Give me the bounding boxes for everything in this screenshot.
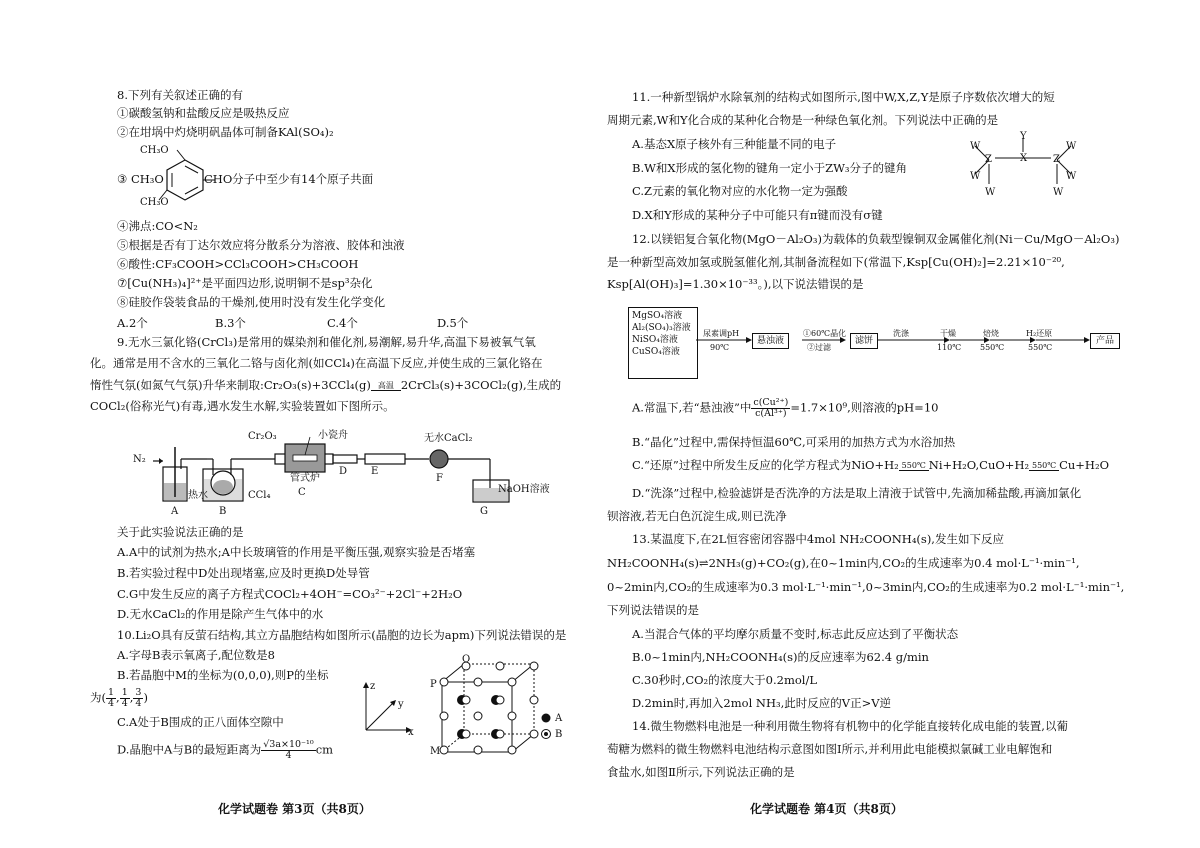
q10-option-d[interactable]: D.晶胞中A与B的最短距离为 $\frac{\text{√3a×10⁻¹⁰}}{4}$ cm xyxy=(117,739,334,761)
flow-input-box: MgSO₄溶液 Al₂(SO₄)₃溶液 NiSO₄溶液 CuSO₄溶液 xyxy=(628,307,698,379)
q9-line-4: COCl₂(俗称光气)有毒,遇水发生水解,实验装置如下图所示。 xyxy=(90,399,395,413)
q9-line-2: 化。通常是用不含水的三氧化二铬与卤化剂(如CCl₄)在高温下反应,并使生成的三氯化铬在 xyxy=(90,356,543,370)
struct-w-6: W xyxy=(1053,187,1064,198)
q8-struct-och3-top: CH₃O xyxy=(140,145,169,156)
atom-b xyxy=(496,696,504,704)
q11-line-2: 周期元素,W和Y化合成的某种化合物是一种绿色氧化剂。下列说法中正确的是 xyxy=(607,113,999,127)
legend-b: B xyxy=(555,729,563,740)
q8-stem: 8.下列有关叙述正确的有 xyxy=(117,88,243,102)
flow-step-1a: 尿素调pH xyxy=(703,329,740,338)
footer-page-4: 化学试题卷 第4页（共8页） xyxy=(750,802,903,816)
q8-option-5: ⑤根据是否有丁达尔效应将分散系分为溶液、胶体和浊液 xyxy=(117,238,405,252)
flow-step-4a: 干燥 xyxy=(940,329,956,338)
q11-option-d[interactable]: D.X和Y形成的某种分子中可能只有π键而没有σ键 xyxy=(632,208,883,222)
label-f: F xyxy=(436,473,443,484)
label-a: A xyxy=(171,506,179,517)
axis-x: x xyxy=(408,727,414,738)
q11-option-c[interactable]: C.Z元素的氧化物对应的水化物一定为强酸 xyxy=(632,184,848,198)
flow-step-5a: 焙烧 xyxy=(983,329,999,338)
label-d: D xyxy=(339,466,348,477)
label-cr2o3: Cr₂O₃ xyxy=(248,431,277,442)
axis-y: y xyxy=(398,699,404,710)
atom-b xyxy=(530,662,538,670)
q8-choice-b[interactable]: B.3个 xyxy=(215,316,246,330)
atom-b xyxy=(440,678,448,686)
q9-apparatus-diagram xyxy=(135,425,565,517)
q12-option-d-line-2: 钡溶液,若无白色沉淀生成,则已洗净 xyxy=(607,509,787,523)
atom-b xyxy=(440,712,448,720)
q9-option-d[interactable]: D.无水CaCl₂的作用是除产生气体中的水 xyxy=(117,607,324,621)
label-e: E xyxy=(371,466,379,477)
q9-line-1: 9.无水三氯化铬(CrCl₃)是常用的媒染剂和催化剂,易潮解,易升华,高温下易被氧气氧 xyxy=(117,335,536,349)
q13-line-4: 下列说法错误的是 xyxy=(607,603,699,617)
q8-option-4: ④沸点:CO<N₂ xyxy=(117,219,198,233)
atom-b xyxy=(530,730,538,738)
q8-option-6: ⑥酸性:CF₃COOH>CCl₃COOH>CH₃COOH xyxy=(117,257,359,271)
q10-option-b-coords: 为( $\frac{1}{4}$ , $\frac{1}{4}$ , $\frac{3}{4}$ ) xyxy=(90,687,148,709)
q8-choice-c[interactable]: C.4个 xyxy=(327,316,358,330)
legend-a: A xyxy=(555,713,563,724)
axis-z: z xyxy=(370,681,376,692)
atom-b xyxy=(530,696,538,704)
q8-option-3-text: 分子中至少有14个原子共面 xyxy=(232,172,374,186)
label-cacl2: 无水CaCl₂ xyxy=(424,433,473,444)
label-naoh: NaOH溶液 xyxy=(498,484,550,495)
q11-option-a[interactable]: A.基态X原子核外有三种能量不同的电子 xyxy=(632,137,837,151)
label-c: C xyxy=(298,487,306,498)
q14-line-3: 食盐水,如图Ⅱ所示,下列说法正确的是 xyxy=(607,765,795,779)
flow-step-6b: 550℃ xyxy=(1028,343,1053,352)
struct-w-5: W xyxy=(1066,171,1077,182)
flow-box-product: 产品 xyxy=(1090,333,1120,349)
flow-step-1b: 90℃ xyxy=(710,343,730,352)
flow-step-4b: 110℃ xyxy=(937,343,962,352)
flow-box-filtercake: 滤饼 xyxy=(850,333,878,349)
atom-b xyxy=(508,746,516,754)
q13-option-b[interactable]: B.0~1min内,NH₂COONH₄(s)的反应速率为62.4 g/min xyxy=(632,650,929,664)
atom-b xyxy=(462,696,470,704)
cell-label-p: P xyxy=(430,679,437,690)
struct-w-1: W xyxy=(970,141,981,152)
flow-step-2b: ②过滤 xyxy=(807,343,831,352)
q10-option-c[interactable]: C.A处于B围成的正八面体空隙中 xyxy=(117,715,284,729)
flow-step-6a: H₂还原 xyxy=(1026,329,1053,338)
unit-cell-atoms xyxy=(432,660,552,760)
struct-x: X xyxy=(1020,153,1028,164)
label-b: B xyxy=(219,506,227,517)
q8-option-1: ①碳酸氢钠和盐酸反应是吸热反应 xyxy=(117,106,290,120)
atom-b xyxy=(496,662,504,670)
atom-b xyxy=(474,746,482,754)
atom-b xyxy=(474,678,482,686)
q9-option-b[interactable]: B.若实验过程中D处出现堵塞,应及时更换D处导管 xyxy=(117,566,370,580)
q12-line-3: Ksp[Al(OH)₃]=1.30×10⁻³³。),以下说法错误的是 xyxy=(607,277,864,291)
struct-z-right: Z xyxy=(1053,154,1060,165)
q8-choice-d[interactable]: D.5个 xyxy=(437,316,469,330)
label-g: G xyxy=(480,506,488,517)
q13-line-3: 0~2min内,CO₂的生成速率为0.3 mol·L⁻¹·min⁻¹,0~3min内,CO₂的生成速率为0.2 mol·L⁻¹·min⁻¹, xyxy=(607,580,1125,594)
q13-option-a[interactable]: A.当混合气体的平均摩尔质量不变时,标志此反应达到了平衡状态 xyxy=(632,627,959,641)
q11-option-b[interactable]: B.W和X形成的氢化物的键角一定小于ZW₃分子的键角 xyxy=(632,161,908,175)
struct-w-4: W xyxy=(1066,141,1077,152)
q12-line-1: 12.以镁铝复合氧化物(MgO－Al₂O₃)为载体的负载型镍铜双金属催化剂(Ni－Cu/MgO－Al₂O₃) xyxy=(632,232,1120,246)
q14-line-2: 萄糖为燃料的微生物燃料电池结构示意图如图Ⅰ所示,并利用此电能模拟氯碱工业电解饱和 xyxy=(607,742,1053,756)
q10-option-b[interactable]: B.若晶胞中M的坐标为(0,0,0),则P的坐标 xyxy=(117,668,329,682)
q10-stem: 10.Li₂O具有反萤石结构,其立方晶胞结构如图所示(晶胞的边长为apm)下列说法错误的是 xyxy=(117,628,567,642)
q9-option-a[interactable]: A.A中的试剂为热水;A中长玻璃管的作用是平衡压强,观察实验是否堵塞 xyxy=(117,545,476,559)
q13-line-2: NH₂COONH₄(s)⇌2NH₃(g)+CO₂(g),在0~1min内,CO₂的生成速率为0.4 mol·L⁻¹·min⁻¹, xyxy=(607,556,1080,570)
q9-ask: 关于此实验说法正确的是 xyxy=(117,525,244,539)
q13-line-1: 13.某温度下,在2L恒容密闭容器中4mol NH₂COONH₄(s),发生如下反应 xyxy=(632,532,1004,546)
struct-z-left: Z xyxy=(985,154,992,165)
q14-line-1: 14.微生物燃料电池是一种利用微生物将有机物中的化学能直接转化成电能的装置,以葡 xyxy=(632,719,1068,733)
atom-b xyxy=(508,678,516,686)
q12-option-b[interactable]: B.“晶化”过程中,需保持恒温60℃,可采用的加热方式为水浴加热 xyxy=(632,435,956,449)
q8-struct-cho: CHO xyxy=(204,172,233,186)
label-furnace: 管式炉 xyxy=(290,473,320,484)
cell-label-o: O xyxy=(462,654,471,665)
q8-option-8: ⑧硅胶作袋装食品的干燥剂,使用时没有发生化学变化 xyxy=(117,295,386,309)
q11-line-1: 11.一种新型锅炉水除氧剂的结构式如图所示,图中W,X,Z,Y是原子序数依次增大的短 xyxy=(632,90,1055,104)
flow-box-suspension: 悬浊液 xyxy=(752,333,789,349)
q8-struct-och3-bottom: CH₃O xyxy=(140,197,169,208)
flow-step-5b: 550℃ xyxy=(980,343,1005,352)
atom-b xyxy=(496,730,504,738)
label-n2: N₂ xyxy=(133,454,146,465)
legend-markers xyxy=(540,712,552,742)
flow-step-3: 洗涤 xyxy=(893,329,909,338)
struct-y: Y xyxy=(1020,131,1027,142)
q12-option-d-line-1[interactable]: D.“洗涤”过程中,检验滤饼是否洗净的方法是取上清液于试管中,先滴加稀盐酸,再滴加氯化 xyxy=(632,486,1082,500)
atom-b xyxy=(462,730,470,738)
atom-b xyxy=(440,746,448,754)
struct-w-2: W xyxy=(970,171,981,182)
q13-option-c[interactable]: C.30秒时,CO₂的浓度大于0.2mol/L xyxy=(632,673,817,687)
q12-option-c[interactable]: C.“还原”过程中所发生反应的化学方程式为NiO+H₂ 550℃ Ni+H₂O,CuO+H₂ 550℃ Cu+H₂O xyxy=(632,458,1110,472)
atom-b xyxy=(474,712,482,720)
atom-b xyxy=(508,712,516,720)
struct-w-3: W xyxy=(985,187,996,198)
flow-step-2a: ①60℃晶化 xyxy=(803,329,847,338)
q9-line-3: 惰性气氛(如氮气气氛)升华来制取:Cr₂O₃(s)+3CCl₄(g) 高温 2CrCl₃(s)+3COCl₂(g),生成的 xyxy=(90,378,562,392)
q8-choice-a[interactable]: A.2个 xyxy=(117,316,148,330)
q12-line-2: 是一种新型高效加氢或脱氢催化剂,其制备流程如下(常温下,Ksp[Cu(OH)₂]=2.21×10⁻²⁰, xyxy=(607,255,1065,269)
q8-option-2: ②在坩埚中灼烧明矾晶体可制备KAl(SO₄)₂ xyxy=(117,125,334,139)
label-boat: 小瓷舟 xyxy=(318,430,348,441)
footer-page-3: 化学试题卷 第3页（共8页） xyxy=(218,802,371,816)
cell-label-m: M xyxy=(430,746,441,757)
q8-option-7: ⑦[Cu(NH₃)₄]²⁺是平面四边形,说明铜不是sp³杂化 xyxy=(117,276,373,290)
page-4 xyxy=(600,0,1200,848)
label-ccl4: CCl₄ xyxy=(248,490,271,501)
q9-option-c[interactable]: C.G中发生反应的离子方程式COCl₂+4OH⁻=CO₃²⁻+2Cl⁻+2H₂O xyxy=(117,587,463,601)
q13-option-d[interactable]: D.2min时,再加入2mol NH₃,此时反应的V正>V逆 xyxy=(632,696,892,710)
q10-option-a[interactable]: A.字母B表示氧离子,配位数是8 xyxy=(117,648,275,662)
label-hotwater: 热水 xyxy=(188,490,208,501)
q8-option-3-label: ③ CH₃O xyxy=(117,172,164,186)
q12-option-a[interactable]: A.常温下,若“悬浊液”中 $\frac{\text{c(Cu²⁺)}}{\text{c(Al³⁺)}}$ =1.7×10⁹,则溶液的pH=10 xyxy=(632,397,939,419)
